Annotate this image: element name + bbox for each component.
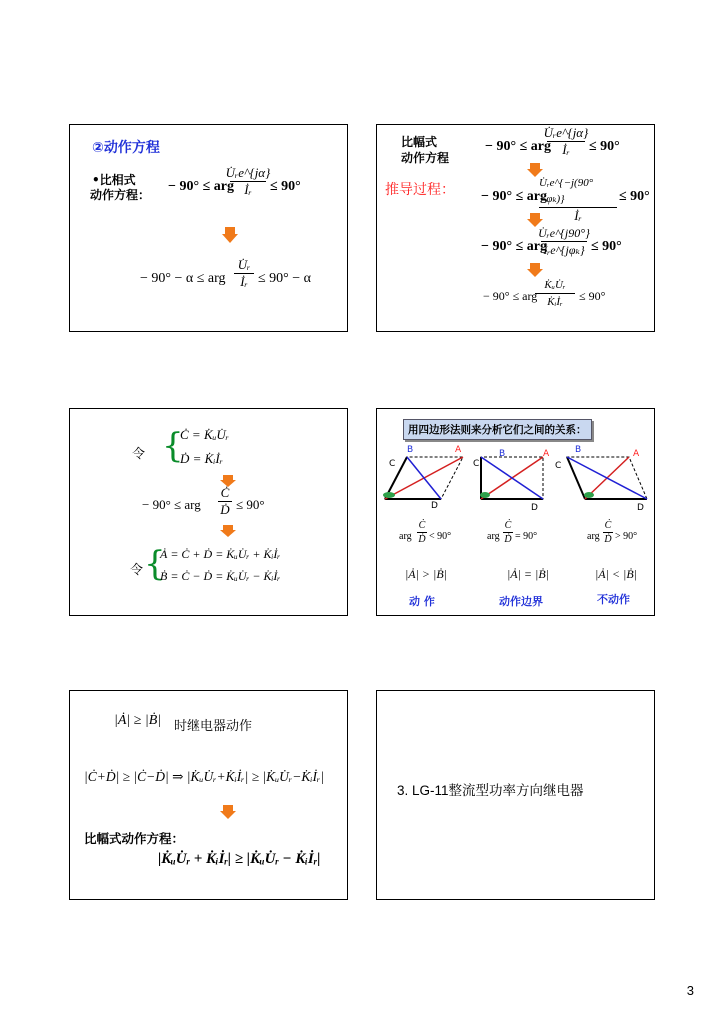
diagram-boundary — [480, 457, 543, 499]
cond1-num: Ċ — [418, 520, 426, 531]
down-arrow-icon — [220, 805, 236, 819]
label-a-3: A — [633, 449, 640, 459]
cd-fraction — [218, 485, 232, 518]
cond3-arg: arg — [587, 531, 600, 542]
eq1-right: ≤ 90° — [270, 179, 301, 194]
cond1-den: Ḋ — [418, 534, 426, 545]
down-arrow-icon — [220, 525, 236, 539]
d-definition: Ḋ = K̇ᵢİᵣ — [180, 451, 223, 466]
cond1-fraction — [417, 519, 427, 546]
down-arrow-icon — [222, 227, 238, 241]
slide-amplitude-derivation — [376, 124, 655, 332]
slide-title: ②动作方程 — [92, 140, 160, 156]
eqB-left: − 90° ≤ arg — [481, 189, 547, 204]
ab-inequality: |Ȧ| ≥ |Ḃ| — [114, 713, 162, 728]
eq2-fraction — [234, 257, 254, 290]
eqD-fraction — [535, 277, 575, 310]
label-b-1: B — [407, 445, 414, 455]
amplitude-equation-label: 比幅式动作方程： — [84, 831, 185, 846]
eqA-denominator: İᵣ — [562, 142, 570, 157]
left-brace: { — [162, 426, 184, 466]
parallelogram-header: 用四边形法则来分析它们之间的关系： — [403, 419, 592, 440]
down-arrow-icon — [527, 263, 543, 277]
final-inequality: |K̇ᵤU̇ᵣ + K̇ᵢİᵣ| ≥ |K̇ᵤU̇ᵣ − K̇ᵢİᵣ| — [158, 851, 321, 867]
derivation-label: 推导过程： — [385, 182, 455, 198]
slide-parallelogram — [376, 408, 655, 616]
mag3: |Ȧ| < |Ḃ| — [595, 567, 637, 581]
left-brace-2: { — [144, 544, 166, 584]
eq2-denominator: İᵣ — [240, 274, 248, 289]
a-definition: Ȧ = Ċ + Ḋ = K̇ᵤU̇ᵣ + K̇ᵢİᵣ — [160, 547, 281, 561]
eqB-numerator: U̇ᵣe^{−j(90°−φₖ)} — [539, 177, 594, 205]
eqD-numerator: K̇ᵤU̇ᵣ — [544, 279, 566, 291]
eqC-fraction — [538, 225, 590, 258]
caption-act: 动 作 — [409, 595, 435, 608]
phase-label: •比相式 — [92, 173, 136, 187]
eqC-denominator: İᵣe^{jφₖ} — [543, 243, 585, 257]
arg-left: − 90° ≤ arg — [142, 497, 201, 512]
eqC-right: ≤ 90° — [591, 239, 622, 254]
eq1-denominator: İᵣ — [244, 182, 252, 197]
eqD-right: ≤ 90° — [579, 289, 606, 303]
diagram-no-act — [567, 457, 647, 499]
slide-amplitude-equation — [69, 690, 348, 900]
cond2-fraction — [503, 519, 513, 546]
label-b-3: B — [575, 445, 582, 455]
eq1-fraction — [225, 165, 271, 198]
label-c-1: C — [389, 459, 396, 469]
cd-numerator: Ċ — [220, 485, 230, 500]
eq2-right: ≤ 90° − α — [258, 271, 312, 286]
phase-label-2: 动作方程： — [90, 188, 151, 202]
eqB-denominator: İᵣ — [574, 208, 582, 223]
mag1: |Ȧ| > |Ḃ| — [405, 567, 447, 581]
eqB-fraction — [539, 175, 617, 224]
label-a-2: A — [543, 449, 550, 459]
parallelogram-diagrams — [377, 441, 656, 521]
slide-phase-equation — [69, 124, 348, 332]
cond3-num: Ċ — [604, 520, 612, 531]
b-definition: Ḃ = Ċ − Ḋ = K̇ᵤU̇ᵣ − K̇ᵢİᵣ — [160, 569, 281, 583]
eq1-left: − 90° ≤ arg — [168, 179, 234, 194]
eqA-fraction — [543, 125, 589, 158]
mag2: |Ȧ| = |Ḃ| — [507, 567, 549, 581]
cond3-value: > 90° — [615, 531, 638, 542]
eqA-right: ≤ 90° — [589, 139, 620, 154]
c-definition: Ċ = K̇ᵤU̇ᵣ — [180, 427, 230, 442]
eqD-denominator: K̇ᵢİᵣ — [547, 296, 563, 308]
eqD-left: − 90° ≤ arg — [483, 289, 538, 303]
label-d-2: D — [531, 503, 538, 513]
ling-label-2: 令 — [130, 563, 144, 578]
eqC-left: − 90° ≤ arg — [481, 239, 547, 254]
cond3-den: Ḋ — [604, 534, 612, 545]
label-a-1: A — [455, 445, 462, 455]
cond3-fraction — [603, 519, 613, 546]
eqA-left: − 90° ≤ arg — [485, 139, 551, 154]
amplitude-label: 比幅式 — [401, 135, 438, 149]
eqC-numerator: U̇ᵣe^{j90°} — [538, 226, 590, 240]
page-number: 3 — [686, 983, 694, 998]
relay-title: 3. LG-11整流型功率方向继电器 — [397, 783, 584, 798]
eq2-numerator: U̇ᵣ — [237, 257, 251, 272]
amplitude-label-2: 动作方程 — [401, 151, 450, 165]
caption-no-act: 不动作 — [597, 593, 630, 606]
cd-denominator: Ḋ — [220, 502, 230, 517]
label-d-1: D — [431, 501, 438, 511]
label-c-2: C — [473, 459, 480, 469]
label-c-3: C — [555, 461, 562, 471]
eqA-numerator: U̇ᵣe^{jα} — [543, 125, 589, 140]
eq2-left: − 90° − α ≤ arg — [140, 271, 226, 286]
eq1-numerator: U̇ᵣe^{jα} — [225, 165, 271, 180]
cond2-den: Ḋ — [504, 534, 512, 545]
label-d-3: D — [637, 503, 644, 513]
cd-inequality: |Ċ+Ḋ| ≥ |Ċ−Ḋ| ⇒ |K̇ᵤU̇ᵣ+K̇ᵢİᵣ| ≥ |K̇ᵤU̇ᵣ−K̇ᵢİᵣ| — [84, 769, 324, 784]
cond2-value: = 90° — [515, 531, 538, 542]
slide-substitution — [69, 408, 348, 616]
eqB-right: ≤ 90° — [619, 189, 650, 204]
arg-right: ≤ 90° — [236, 497, 265, 512]
caption-boundary: 动作边界 — [499, 595, 543, 608]
cond1-value: < 90° — [429, 531, 452, 542]
relay-act-text: 时继电器动作 — [174, 719, 253, 734]
slide-relay-title — [376, 690, 655, 900]
cond1-arg: arg — [399, 531, 412, 542]
label-b-2: B — [499, 449, 506, 459]
ling-label: 令 — [132, 447, 146, 462]
cond2-arg: arg — [487, 531, 500, 542]
cond2-num: Ċ — [504, 520, 512, 531]
